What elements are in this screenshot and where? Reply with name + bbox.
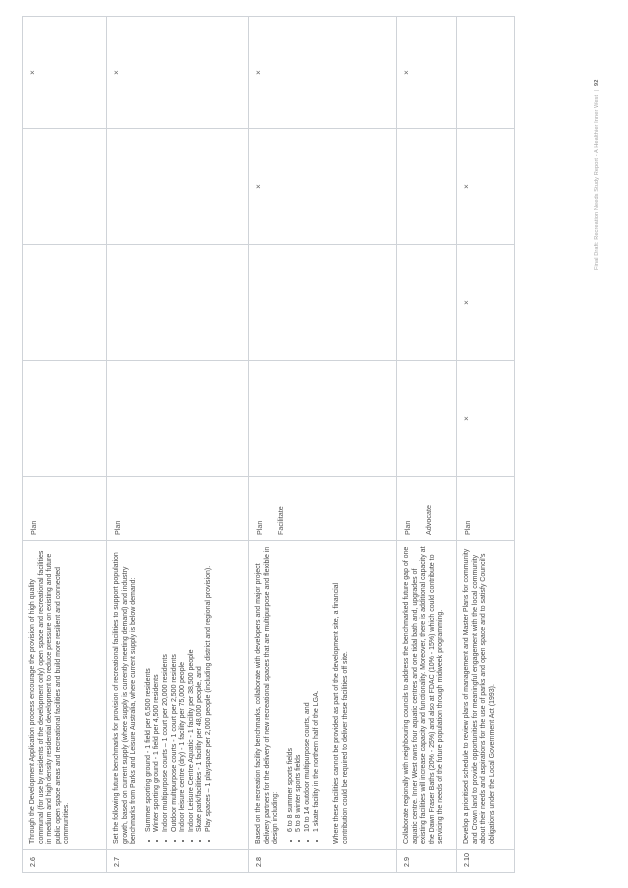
timeframe-mark xyxy=(249,245,397,361)
page-number: 92 xyxy=(594,79,600,87)
timeframe-mark xyxy=(397,245,457,361)
council-role: Plan Advocate xyxy=(397,477,457,541)
action-description: Set the following future benchmarks for provision of recreational facilities to support population growth, based on current supply (where supply is currently meeting demand) and industry benchmarks from Parks and Leisure Australia, where current supply is below demand: • Summer sporting ground - 1 field per 6,500 residents • Winter sporting ground - 1 field per 4,500 residents • Indoor multipurpose courts – 1 court per 20,000 residents • Outdoor multipurpose courts - 1 court per 2,500 residents • Indoor leisure centre (dry) - 1 facility per 75,000 people • Indoor Leisure Centre Aquatic - 1 facility per 38,500 people • Skate park/facilities - 1 facility per 48,000 people, and • Play spaces – 1 playspace per 2,000 people (including district and regional provision). xyxy=(107,541,249,850)
timeframe-mark: × xyxy=(249,17,397,129)
table-row xyxy=(107,17,249,873)
action-id: 2.7 xyxy=(107,850,249,873)
action-id: 2.8 xyxy=(249,850,397,873)
council-role: Plan Facilitate xyxy=(249,477,397,541)
action-description: Through the Development Application process encourage the provision of high quality communal (for use by residents of the development only) open space and recreational facilities in medium and high density residential development to reduce pressure on existing and future public open space areas and recreational facilities and build more resilient and connected communities. xyxy=(23,541,107,850)
list-item: • 10 to 14 outdoor multipurpose courts, and xyxy=(304,546,313,832)
table-row xyxy=(397,17,457,873)
timeframe-mark xyxy=(23,361,107,477)
timeframe-mark xyxy=(397,129,457,245)
council-role: Plan xyxy=(107,477,249,541)
timeframe-mark: × xyxy=(23,17,107,129)
list-item: • Outdoor multipurpose courts - 1 court per 2,500 residents xyxy=(171,546,180,832)
facility-list xyxy=(287,546,321,844)
timeframe-mark: × xyxy=(457,245,515,361)
timeframe-mark: × xyxy=(457,129,515,245)
benchmark-list xyxy=(145,546,214,844)
council-role: Plan xyxy=(457,477,515,541)
timeframe-mark xyxy=(107,245,249,361)
action-id: 2.6 xyxy=(23,850,107,873)
timeframe-mark: × xyxy=(397,17,457,129)
timeframe-mark xyxy=(397,361,457,477)
action-description: Develop a prioritised schedule to review plans of management and Master Plans for community and Crown land to provide opportunities for meaningful engagement with the local community about their needs and aspirations for the use of parks and open space and to satisfy Council's obligations under the Local Government Act (1993). xyxy=(457,541,515,850)
list-item: • Indoor leisure centre (dry) - 1 facility per 75,000 people xyxy=(179,546,188,832)
list-item: • Summer sporting ground - 1 field per 6,500 residents xyxy=(145,546,154,832)
action-description: Collaborate regionally with neighbouring councils to address the benchmarked future gap of one aquatic centre. Inner West owns four aquatic centres and one tidal bath and, upgrades of existing facilities will increase capacity and functionality. Moreover, there is additional capacity at the Dawn Fraser Baths (20% - 25%) and also at FDAC (10% - 15%) which could contribute to servicing the needs of the future population through midweek programming. xyxy=(397,541,457,850)
action-plan-table xyxy=(22,16,515,873)
timeframe-mark: × xyxy=(249,129,397,245)
timeframe-mark xyxy=(249,361,397,477)
action-id: 2.10 xyxy=(457,850,515,873)
action-description: Based on the recreation facility benchmarks, collaborate with developers and major project delivery partners for the delivery of new recreational spaces that are multipurpose and flexible in design including: • 6 to 8 summer sports fields • 5 to 8 winter sports fields • 10 to 14 outdoor multipurpose courts, and • 1 skate facility in the northern half of the LGA. Where these facilities cannot be provided as part of the development site, a financial contribution could be required to deliver these facilities off site. xyxy=(249,541,397,850)
council-role: Plan xyxy=(23,477,107,541)
list-item: • Indoor multipurpose courts – 1 court per 20,000 residents xyxy=(162,546,171,832)
timeframe-mark: × xyxy=(107,17,249,129)
table-row xyxy=(457,17,515,873)
footer-title: Final Draft: Recreation Needs Study Report - A Healthier Inner West xyxy=(594,94,600,270)
table-row xyxy=(23,17,107,873)
action-id: 2.9 xyxy=(397,850,457,873)
page-footer xyxy=(594,80,600,270)
list-item: • Indoor Leisure Centre Aquatic - 1 facility per 38,500 people xyxy=(188,546,197,832)
list-item: • Skate park/facilities - 1 facility per 48,000 people, and xyxy=(196,546,205,832)
list-item: • 5 to 8 winter sports fields xyxy=(295,546,304,832)
timeframe-mark xyxy=(107,129,249,245)
table-row xyxy=(249,17,397,873)
timeframe-mark xyxy=(23,129,107,245)
list-item: • 1 skate facility in the northern half of the LGA. xyxy=(313,546,322,832)
list-item: • Winter sporting ground - 1 field per 4,500 residents xyxy=(153,546,162,832)
list-item: • Play spaces – 1 playspace per 2,000 people (including district and regional provision). xyxy=(205,546,214,832)
timeframe-mark xyxy=(23,245,107,361)
footer-separator: | xyxy=(594,89,600,92)
timeframe-mark: × xyxy=(457,361,515,477)
timeframe-mark xyxy=(457,17,515,129)
list-item: • 6 to 8 summer sports fields xyxy=(287,546,296,832)
timeframe-mark xyxy=(107,361,249,477)
